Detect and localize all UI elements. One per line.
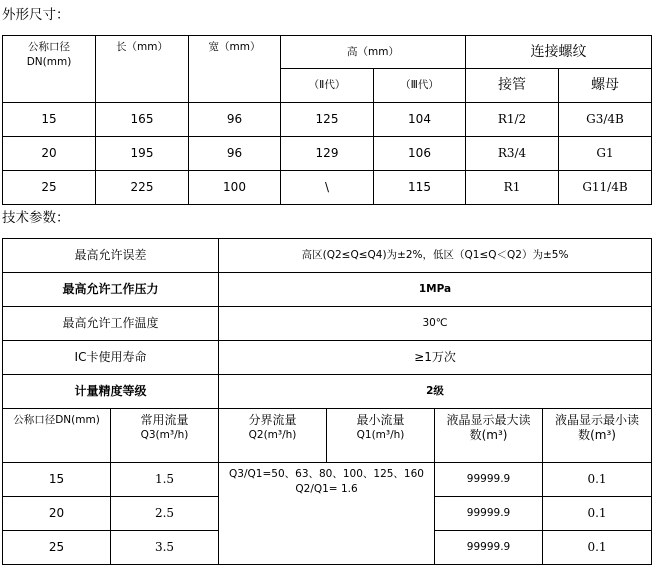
cell-pipe: R3/4 <box>466 137 559 171</box>
header-q2-line1: 分界流量 <box>248 413 297 427</box>
header-q3-line2: Q3(m³/h) <box>140 429 189 441</box>
header-dn: 公称口径DN(mm) <box>3 409 111 463</box>
dims-heading: 外形尺寸： <box>2 7 70 23</box>
flow-ratio-line2: Q2/Q1= 1.6 <box>295 483 358 495</box>
cell-q3: 2.5 <box>111 497 219 531</box>
header-height: 高（mm） <box>281 36 466 69</box>
cell-dn: 20 <box>3 497 111 531</box>
param-value: 30℃ <box>219 307 652 341</box>
cell-dn: 25 <box>3 531 111 565</box>
cell-min-reading: 0.1 <box>543 531 652 565</box>
technical-parameters-table <box>2 238 652 565</box>
cell-max-reading: 99999.9 <box>435 531 543 565</box>
cell-dn: 15 <box>3 463 111 497</box>
cell-nut: G11/4B <box>559 171 652 205</box>
header-length: 长（mm） <box>96 36 189 103</box>
header-height-gen3: （Ⅲ代） <box>374 69 466 103</box>
header-max-line1: 液晶显示最大读 <box>446 413 531 427</box>
param-label: 最高允许工作压力 <box>3 273 219 307</box>
cell-dn: 20 <box>3 137 96 171</box>
cell-width: 96 <box>189 137 281 171</box>
header-height-gen2: （Ⅱ代） <box>281 69 374 103</box>
cell-max-reading: 99999.9 <box>435 497 543 531</box>
header-dn-line2: DN(mm) <box>26 56 72 68</box>
param-label: 最高允许误差 <box>3 239 219 273</box>
cell-q3: 1.5 <box>111 463 219 497</box>
header-min-line2: 数(m³) <box>578 428 616 442</box>
param-row <box>3 341 652 375</box>
header-q3 <box>111 409 219 463</box>
cell-width: 100 <box>189 171 281 205</box>
param-value: 高区(Q2≤Q≤Q4)为±2%，低区（Q1≤Q＜Q2）为±5% <box>219 239 652 273</box>
header-q2-line2: Q2(m³/h) <box>248 429 297 441</box>
header-q1 <box>327 409 435 463</box>
param-row <box>3 375 652 409</box>
cell-height-gen3: 115 <box>374 171 466 205</box>
cell-width: 96 <box>189 103 281 137</box>
cell-length: 165 <box>96 103 189 137</box>
header-max-line2: 数(m³) <box>469 428 508 442</box>
cell-length: 195 <box>96 137 189 171</box>
param-label: 计量精度等级 <box>3 375 219 409</box>
table-row <box>3 103 652 137</box>
cell-q3: 3.5 <box>111 531 219 565</box>
header-q1-line1: 最小流量 <box>356 413 405 427</box>
cell-pipe: R1 <box>466 171 559 205</box>
header-q1-line2: Q1(m³/h) <box>356 429 405 441</box>
cell-pipe: R1/2 <box>466 103 559 137</box>
header-dn <box>3 36 96 103</box>
header-max-reading <box>435 409 543 463</box>
cell-height-gen3: 106 <box>374 137 466 171</box>
param-row <box>3 273 652 307</box>
header-pipe: 接管 <box>466 69 559 103</box>
header-min-reading <box>543 409 652 463</box>
cell-nut: G3/4B <box>559 103 652 137</box>
cell-max-reading: 99999.9 <box>435 463 543 497</box>
flow-ratio-cell <box>219 463 435 565</box>
cell-nut: G1 <box>559 137 652 171</box>
param-value: ≥1万次 <box>219 341 652 375</box>
header-q2 <box>219 409 327 463</box>
param-row <box>3 239 652 273</box>
cell-height-gen3: 104 <box>374 103 466 137</box>
dimensions-table <box>2 35 652 205</box>
param-label: IC卡使用寿命 <box>3 341 219 375</box>
param-row <box>3 307 652 341</box>
cell-height-gen2: 129 <box>281 137 374 171</box>
header-width: 宽（mm） <box>189 36 281 103</box>
param-label: 最高允许工作温度 <box>3 307 219 341</box>
table-row <box>3 171 652 205</box>
param-value: 1MPa <box>219 273 652 307</box>
flow-header-row <box>3 409 652 463</box>
table-row <box>3 463 652 497</box>
header-nut: 螺母 <box>559 69 652 103</box>
table-row <box>3 137 652 171</box>
cell-height-gen2: \ <box>281 171 374 205</box>
cell-dn: 25 <box>3 171 96 205</box>
param-value: 2级 <box>219 375 652 409</box>
cell-min-reading: 0.1 <box>543 497 652 531</box>
header-q3-line1: 常用流量 <box>140 413 189 427</box>
cell-length: 225 <box>96 171 189 205</box>
cell-height-gen2: 125 <box>281 103 374 137</box>
header-thread: 连接螺纹 <box>466 36 652 69</box>
header-dn-line1: 公称口径 <box>28 41 70 53</box>
header-min-line1: 液晶显示最小读 <box>555 413 640 427</box>
cell-dn: 15 <box>3 103 96 137</box>
cell-min-reading: 0.1 <box>543 463 652 497</box>
flow-ratio-line1: Q3/Q1=50、63、80、100、125、160 <box>229 468 424 480</box>
tech-heading: 技术参数： <box>2 210 70 226</box>
